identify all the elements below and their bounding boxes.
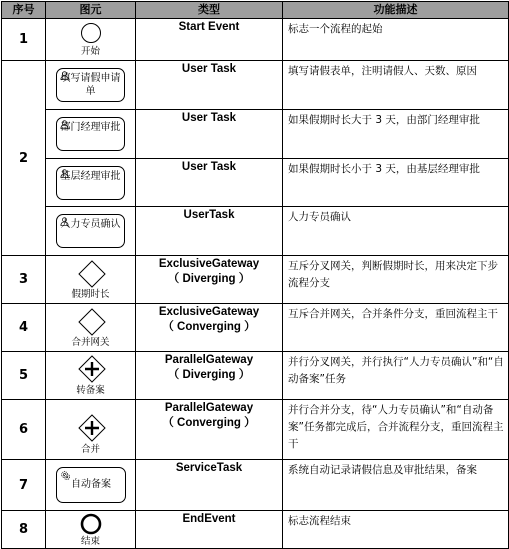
desc-cell: 并行分叉网关，并行执行“人力专员确认”和“自动备案”任务 <box>283 352 509 400</box>
end-event-icon <box>80 513 102 535</box>
desc-cell: 互斥分叉网关，判断假期时长，用来决定下步流程分支 <box>283 256 509 304</box>
desc-cell: 互斥合并网关，合并条件分支，重回流程主干 <box>283 304 509 352</box>
symbol-label: 转备案 <box>76 385 105 396</box>
symbol-cell <box>46 460 136 511</box>
type-line: （ Converging ） <box>162 321 256 333</box>
parallel-gateway-icon <box>78 414 106 442</box>
type-line: ExclusiveGateway <box>158 306 260 318</box>
type-line: （ Diverging ） <box>167 273 251 285</box>
task-label: 部门经理审批 <box>60 122 121 133</box>
type-cell <box>136 400 283 460</box>
symbol-cell <box>46 61 136 110</box>
symbol-label: 合并网关 <box>71 337 110 348</box>
exclusive-gateway-icon <box>78 308 106 336</box>
header-type: 类型 <box>136 2 283 19</box>
type-cell <box>136 304 283 352</box>
type-line: （ Diverging ） <box>167 369 251 381</box>
desc-cell: 系统自动记录请假信息及审批结果，备案 <box>283 460 509 511</box>
table-row <box>2 159 509 207</box>
user-task-shape <box>56 117 125 151</box>
row-number: 7 <box>2 460 46 511</box>
header-no: 序号 <box>2 2 46 19</box>
table-row <box>2 256 509 304</box>
symbol-cell <box>46 511 136 549</box>
task-label: 人力专员确认 <box>60 219 121 230</box>
row-number: 6 <box>2 400 46 460</box>
table-row <box>2 110 509 159</box>
start-event-icon <box>80 22 102 44</box>
row-number: 2 <box>2 61 46 256</box>
task-label: 基层经理审批 <box>60 171 121 182</box>
row-number: 5 <box>2 352 46 400</box>
table-row <box>2 61 509 110</box>
header-symbol: 图元 <box>46 2 136 19</box>
desc-cell: 并行合并分支，待“人力专员确认”和“自动备案”任务都完成后，合并流程分支，重回流程主干 <box>283 400 509 460</box>
symbol-cell <box>46 19 136 61</box>
table-row <box>2 352 509 400</box>
desc-cell: 填写请假表单，注明请假人、天数、原因 <box>283 61 509 110</box>
type-line: ParallelGateway <box>164 402 254 414</box>
task-label: 自动备案 <box>71 479 111 490</box>
desc-cell: 标志一个流程的起始 <box>283 19 509 61</box>
symbol-label: 结束 <box>80 536 100 547</box>
table-row <box>2 400 509 460</box>
task-label: 填写请假申请单 <box>60 73 121 97</box>
table-row <box>2 304 509 352</box>
type-cell: UserTask <box>136 207 283 256</box>
symbol-cell <box>46 400 136 460</box>
header-desc: 功能描述 <box>283 2 509 19</box>
symbol-cell <box>46 110 136 159</box>
type-cell: ServiceTask <box>136 460 283 511</box>
table-row <box>2 207 509 256</box>
row-number: 8 <box>2 511 46 549</box>
bpmn-element-table <box>1 1 509 549</box>
desc-cell: 如果假期时长大于 3 天，由部门经理审批 <box>283 110 509 159</box>
user-task-shape <box>56 166 125 200</box>
type-line: ExclusiveGateway <box>158 258 260 270</box>
symbol-label: 合并 <box>80 444 100 455</box>
symbol-cell <box>46 207 136 256</box>
type-cell: User Task <box>136 61 283 110</box>
type-line: ParallelGateway <box>164 354 254 366</box>
desc-cell: 人力专员确认 <box>283 207 509 256</box>
symbol-label: 开始 <box>80 46 100 57</box>
type-cell <box>136 352 283 400</box>
symbol-cell <box>46 352 136 400</box>
table-row <box>2 19 509 61</box>
symbol-cell <box>46 304 136 352</box>
type-cell <box>136 256 283 304</box>
desc-cell: 如果假期时长小于 3 天，由基层经理审批 <box>283 159 509 207</box>
user-task-shape <box>56 68 125 102</box>
table-row <box>2 460 509 511</box>
type-cell: EndEvent <box>136 511 283 549</box>
table-row <box>2 511 509 549</box>
row-number: 3 <box>2 256 46 304</box>
type-line: （ Converging ） <box>162 417 256 429</box>
service-task-shape <box>56 467 126 503</box>
type-cell: Start Event <box>136 19 283 61</box>
type-cell: User Task <box>136 159 283 207</box>
desc-cell: 标志流程结束 <box>283 511 509 549</box>
symbol-label: 假期时长 <box>71 289 110 300</box>
exclusive-gateway-icon <box>78 260 106 288</box>
user-task-shape <box>56 214 125 248</box>
parallel-gateway-icon <box>78 355 106 383</box>
symbol-cell <box>46 159 136 207</box>
row-number: 1 <box>2 19 46 61</box>
symbol-cell <box>46 256 136 304</box>
type-cell: User Task <box>136 110 283 159</box>
row-number: 4 <box>2 304 46 352</box>
